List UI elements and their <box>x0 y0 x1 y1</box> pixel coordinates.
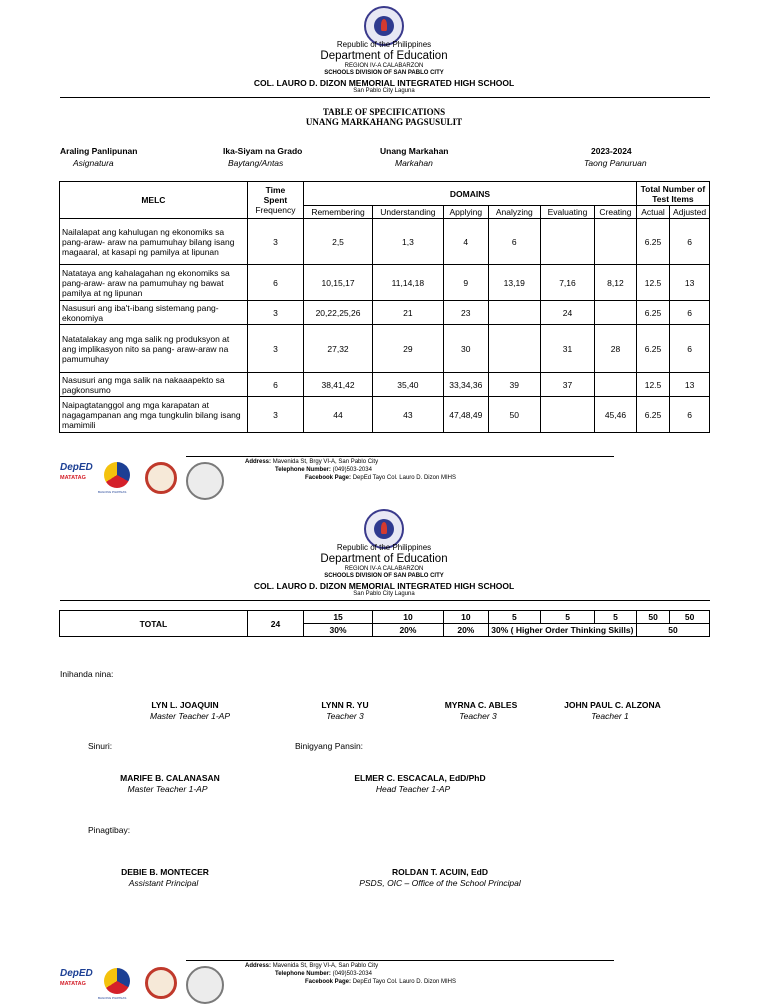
col-adjusted: Adjusted <box>670 206 710 219</box>
col-evaluating: Evaluating <box>540 206 594 219</box>
year-label: Taong Panuruan <box>584 158 647 168</box>
division-logo <box>186 966 224 1004</box>
doc-title: TABLE OF SPECIFICATIONS <box>322 107 446 117</box>
deped-matatag-logo: DepED MATATAG <box>60 968 93 987</box>
approver-name: DEBIE B. MONTECER <box>121 867 209 877</box>
preparer-name: MYRNA C. ABLES <box>444 700 518 710</box>
col-applying: Applying <box>443 206 488 219</box>
table-row: Nailalapat ang kahulugan ng ekonomiks sa pang-araw- araw na pamumuhay bilang isang magaaral, at kasapi ng pamilya at lipunan 3 2,5 1,3 4 6 6.25 6 <box>60 219 710 265</box>
domains-header: DOMAINS <box>304 182 637 206</box>
noted-label: Binigyang Pansin: <box>295 741 364 751</box>
footer-divider <box>186 456 614 457</box>
col-creating: Creating <box>595 206 637 219</box>
total-label: TOTAL <box>60 611 248 637</box>
specification-table <box>59 181 710 433</box>
department-text: Department of Education <box>320 50 448 62</box>
approver-title: PSDS, OIC – Office of the School Principal <box>359 878 521 888</box>
total-table: TOTAL 24 15 10 10 5 5 5 50 50 30% 20% 20% 30% ( Higher Order Thinking Skills) 50 <box>59 610 710 637</box>
footer-divider <box>186 960 614 961</box>
table-row: Natataya ang kahalagahan ng ekonomiks sa pang-araw- araw na pamumuhay ng bawat pamilya at ng lipunan 6 10,15,17 11,14,18 9 13,19 7,16 8,12 12.5 13 <box>60 265 710 301</box>
republic-text: Republic of the Philippines <box>336 40 432 49</box>
preparer-name: LYNN R. YU <box>321 700 369 710</box>
checked-label: Sinuri: <box>88 741 113 751</box>
preparer-name: LYN L. JOAQUIN <box>151 700 219 710</box>
subject-label: Asignatura <box>73 158 114 168</box>
noter-name: ELMER C. ESCACALA, EdD/PhD <box>354 773 486 783</box>
preparer-title: Teacher 1 <box>591 711 629 721</box>
header-divider <box>60 600 710 601</box>
melc-header: MELC <box>60 182 248 219</box>
doc-subtitle: UNANG MARKAHANG PAGSUSULIT <box>305 117 463 127</box>
grade-value: Ika-Siyam na Grado <box>223 146 303 156</box>
table-row: Nasusuri ang iba't-ibang sistemang pang-ekonomiya 3 20,22,25,26 21 23 24 6.25 6 <box>60 301 710 325</box>
grade-label: Baytang/Antas <box>228 158 284 168</box>
bagong-pilipinas-text: BAGONG PILIPINAS <box>98 490 127 494</box>
total-frequency: 24 <box>247 611 303 637</box>
table-row: Nasusuri ang mga salik na nakaaapekto sa pagkonsumo 6 38,41,42 35,40 33,34,36 39 37 12.5 13 <box>60 373 710 397</box>
col-understanding: Understanding <box>372 206 443 219</box>
division-logo <box>186 462 224 500</box>
table-row: Naipagtatanggol ang mga karapatan at nagagampanan ang mga tungkulin bilang isang mamimili 3 44 43 47,48,49 50 45,46 6.25 6 <box>60 397 710 433</box>
checker-title: Master Teacher 1-AP <box>127 784 208 794</box>
year-value: 2023-2024 <box>591 146 632 156</box>
bagong-pilipinas-logo <box>104 968 130 994</box>
col-analyzing: Analyzing <box>488 206 540 219</box>
prepared-label: Inihanda nina: <box>60 669 114 679</box>
col-remembering: Remembering <box>304 206 373 219</box>
division-text: SCHOOLS DIVISION OF SAN PABLO CITY <box>324 70 444 76</box>
preparer-title: Master Teacher 1-AP <box>150 711 230 721</box>
approved-label: Pinagtibay: <box>88 825 131 835</box>
total-items-header: Total Number of Test Items <box>636 182 709 206</box>
approver-title: Assistant Principal <box>128 878 199 888</box>
checker-name: MARIFE B. CALANASAN <box>120 773 220 783</box>
quarter-value: Unang Markahan <box>380 146 449 156</box>
school-location: San Pablo City Laguna <box>353 88 415 94</box>
approver-name: ROLDAN T. ACUIN, EdD <box>391 867 488 877</box>
school-logo <box>145 462 177 494</box>
table-row: Natatalakay ang mga salik ng produksyon at ang implikasyon nito sa pang- araw-araw na pamumuhay 3 27,32 29 30 31 28 6.25 6 <box>60 325 710 373</box>
quarter-label: Markahan <box>395 158 433 168</box>
subject-value: Araling Panlipunan <box>60 146 138 156</box>
deped-matatag-logo: DepED MATATAG <box>60 462 93 481</box>
region-text: REGION IV-A CALABARZON <box>344 63 424 69</box>
header-divider <box>60 97 710 98</box>
preparer-title: Teacher 3 <box>459 711 497 721</box>
school-name: COL. LAURO D. DIZON MEMORIAL INTEGRATED HIGH SCHOOL <box>253 78 515 88</box>
school-logo <box>145 967 177 999</box>
preparer-title: Teacher 3 <box>326 711 364 721</box>
preparer-name: JOHN PAUL C. ALZONA <box>564 700 661 710</box>
col-actual: Actual <box>636 206 669 219</box>
noter-title: Head Teacher 1-AP <box>375 784 451 794</box>
bagong-pilipinas-logo <box>104 462 130 488</box>
time-spent-header: Time Spent Frequency <box>247 182 303 219</box>
